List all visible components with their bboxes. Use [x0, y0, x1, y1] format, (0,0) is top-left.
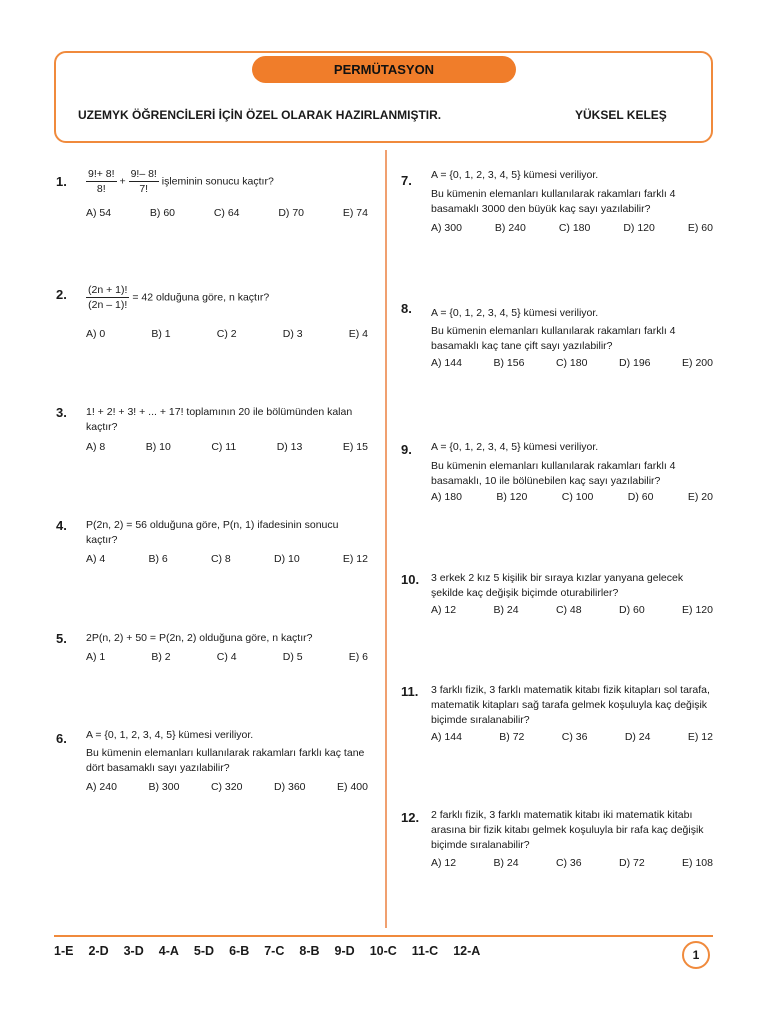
question-number: 8.	[401, 301, 412, 316]
question-number: 11.	[401, 684, 419, 699]
answer-options: A) 0 B) 1 C) 2 D) 3 E) 4	[86, 328, 368, 340]
answer-key-item: 4-A	[158, 944, 179, 958]
question-number: 3.	[56, 405, 67, 420]
answer-key-item: 1-E	[54, 944, 74, 958]
fraction: $\frac{9!- 8!}{7!}$	[130, 168, 157, 195]
question-8-text: Bu kümenin elemanları kullanılarak rakamları farklı 4 basamaklı kaç tane çift sayı yazılabilir?	[431, 325, 676, 352]
question-11-text: 3 farklı fizik, 3 farklı matematik kitabı fizik kitapları sol tarafa, matematik kitapları sağ tarafa gelmek koşuluyla kaç değişik biçimde sıralanabilir?	[431, 684, 710, 726]
question-number: 10.	[401, 572, 420, 587]
answer-options: A) 300 B) 240 C) 180 D) 120 E) 60	[431, 222, 713, 234]
author-name: YÜKSEL KELEŞ	[575, 108, 667, 122]
fraction: $\frac{9!+ 8!}{8!}$	[88, 168, 115, 195]
answer-key-item: 6-B	[229, 944, 250, 958]
answer-key-item: 2-D	[88, 944, 109, 958]
question-number: 7.	[401, 173, 412, 188]
page-title: PERMÜTASYON	[252, 56, 516, 83]
question-number: 12.	[401, 810, 420, 825]
answer-options: A) 12 B) 24 C) 36 D) 72 E) 108	[431, 857, 713, 869]
question-10-text: 3 erkek 2 kız 5 kişilik bir sıraya kızlar yanyana gelecek şekilde kaç değişik biçimde oturabilirler?	[431, 572, 684, 599]
question-6-intro: A = {0, 1, 2, 3, 4, 5} kümesi veriliyor.	[86, 729, 254, 741]
answer-options: A) 144 B) 72 C) 36 D) 24 E) 12	[431, 731, 713, 743]
answer-key-item: 7-C	[264, 944, 285, 958]
question-1-text: $\frac{9!+ 8!}{8!}$ + $\frac{9!- 8!}{7!}$ işleminin sonucu kaçtır?	[88, 168, 274, 195]
answer-options: A) 240 B) 300 C) 320 D) 360 E) 400	[86, 781, 368, 793]
question-number: 9.	[401, 442, 412, 457]
question-5-text: 2P(n, 2) + 50 = P(2n, 2) olduğuna göre, n kaçtır?	[86, 632, 313, 644]
question-3-text: 1! + 2! + 3! + ... + 17! toplamının 20 ile bölümünden kalan kaçtır?	[86, 406, 353, 433]
answer-key-item: 11-C	[411, 944, 439, 958]
answer-key-item: 3-D	[123, 944, 144, 958]
column-divider	[385, 150, 387, 928]
answer-options: A) 144 B) 156 C) 180 D) 196 E) 200	[431, 357, 713, 369]
answer-key-item: 5-D	[193, 944, 215, 958]
answer-options: A) 180 B) 120 C) 100 D) 60 E) 20	[431, 491, 713, 503]
footer-divider	[54, 935, 713, 937]
question-4-text: P(2n, 2) = 56 olduğuna göre, P(n, 1) ifadesinin sonucu kaçtır?	[86, 519, 339, 546]
question-2-text: $\frac{(2n + 1)!}{(2n - 1)!}$ = 42 olduğuna göre, n kaçtır?	[88, 284, 270, 311]
answer-options: A) 54 B) 60 C) 64 D) 70 E) 74	[86, 207, 368, 219]
question-8-intro: A = {0, 1, 2, 3, 4, 5} kümesi veriliyor.	[431, 307, 599, 319]
question-9-text: Bu kümenin elemanları kullanılarak rakamları farklı 4 basamaklı, 10 ile bölünebilen kaç sayı yazılabilir?	[431, 460, 676, 487]
answer-options: A) 4 B) 6 C) 8 D) 10 E) 12	[86, 553, 368, 565]
question-6-text: Bu kümenin elemanları kullanılarak rakamları farklı kaç tane dört basamaklı sayı yazılabilir?	[86, 747, 365, 774]
answer-key-item: 9-D	[334, 944, 355, 958]
question-number: 5.	[56, 631, 67, 646]
answer-key-item: 12-A	[453, 944, 481, 958]
header-subtitle: UZEMYK ÖĞRENCİLERİ İÇİN ÖZEL OLARAK HAZIRLANMIŞTIR.	[78, 108, 442, 122]
question-number: 6.	[56, 731, 67, 746]
question-9-intro: A = {0, 1, 2, 3, 4, 5} kümesi veriliyor.	[431, 441, 599, 453]
question-number: 2.	[56, 287, 67, 302]
question-12-text: 2 farklı fizik, 3 farklı matematik kitabı iki matematik kitabı arasına bir fizik kitabı gelmek koşuluyla bir rafa kaç değişik biçimde sıralanabilir?	[431, 809, 704, 851]
question-7-intro: A = {0, 1, 2, 3, 4, 5} kümesi veriliyor.	[431, 169, 599, 181]
answer-options: A) 12 B) 24 C) 48 D) 60 E) 120	[431, 604, 713, 616]
question-number: 4.	[56, 518, 67, 533]
fraction: $\frac{(2n + 1)!}{(2n - 1)!}$	[88, 284, 128, 311]
question-7-text: Bu kümenin elemanları kullanılarak rakamları farklı 4 basamaklı 3000 den büyük kaç sayı yazılabilir?	[431, 188, 676, 215]
answer-key-item: 10-C	[369, 944, 397, 958]
answer-key-item: 8-B	[299, 944, 320, 958]
answer-options: A) 8 B) 10 C) 11 D) 13 E) 15	[86, 441, 368, 453]
question-number: 1.	[56, 174, 67, 189]
page-number: 1	[682, 941, 710, 969]
answer-key	[54, 944, 480, 958]
answer-options: A) 1 B) 2 C) 4 D) 5 E) 6	[86, 651, 368, 663]
